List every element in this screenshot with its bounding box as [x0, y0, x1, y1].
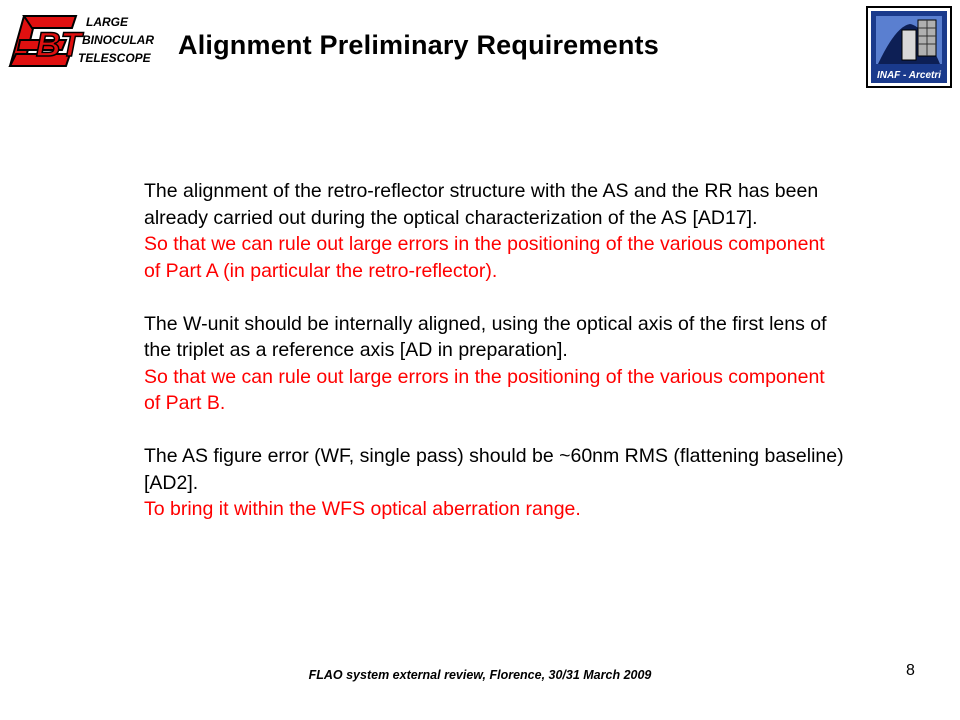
requirement-rationale: To bring it within the WFS optical aberration range. [144, 498, 581, 520]
slide-footer: FLAO system external review, Florence, 30/31 March 2009 [308, 668, 652, 682]
page-number: 8 [906, 662, 915, 679]
requirement-rationale: So that we can rule out large errors in the positioning of the various component of Part A (in particular the retro-reflector). [144, 233, 825, 282]
requirement-paragraph [144, 178, 844, 284]
lbt-logo-line1: LARGE [86, 15, 128, 29]
inaf-logo-label: INAF - Arcetri [876, 70, 942, 81]
requirement-text: The W-unit should be internally aligned, using the optical axis of the first lens of the triplet as a reference axis [AD in preparation]. [144, 312, 827, 361]
slide-body [144, 178, 844, 549]
requirement-text: The alignment of the retro-reflector structure with the AS and the RR has been already carried out during the optical characterization of the AS [AD17]. [144, 180, 819, 229]
inaf-arcetri-logo [866, 6, 952, 88]
lbt-logo [6, 10, 166, 72]
requirement-paragraph [144, 311, 844, 417]
requirement-paragraph [144, 443, 844, 523]
requirement-rationale: So that we can rule out large errors in the positioning of the various component of Part B. [144, 365, 825, 414]
lbt-logo-line2: BINOCULAR [82, 33, 154, 47]
slide-title: Alignment Preliminary Requirements [178, 30, 659, 60]
lbt-logo-line3: TELESCOPE [78, 51, 151, 65]
lbt-logo-mark: BT [36, 26, 82, 64]
requirement-text: The AS figure error (WF, single pass) should be ~60nm RMS (flattening baseline) [AD2]. [144, 445, 844, 494]
